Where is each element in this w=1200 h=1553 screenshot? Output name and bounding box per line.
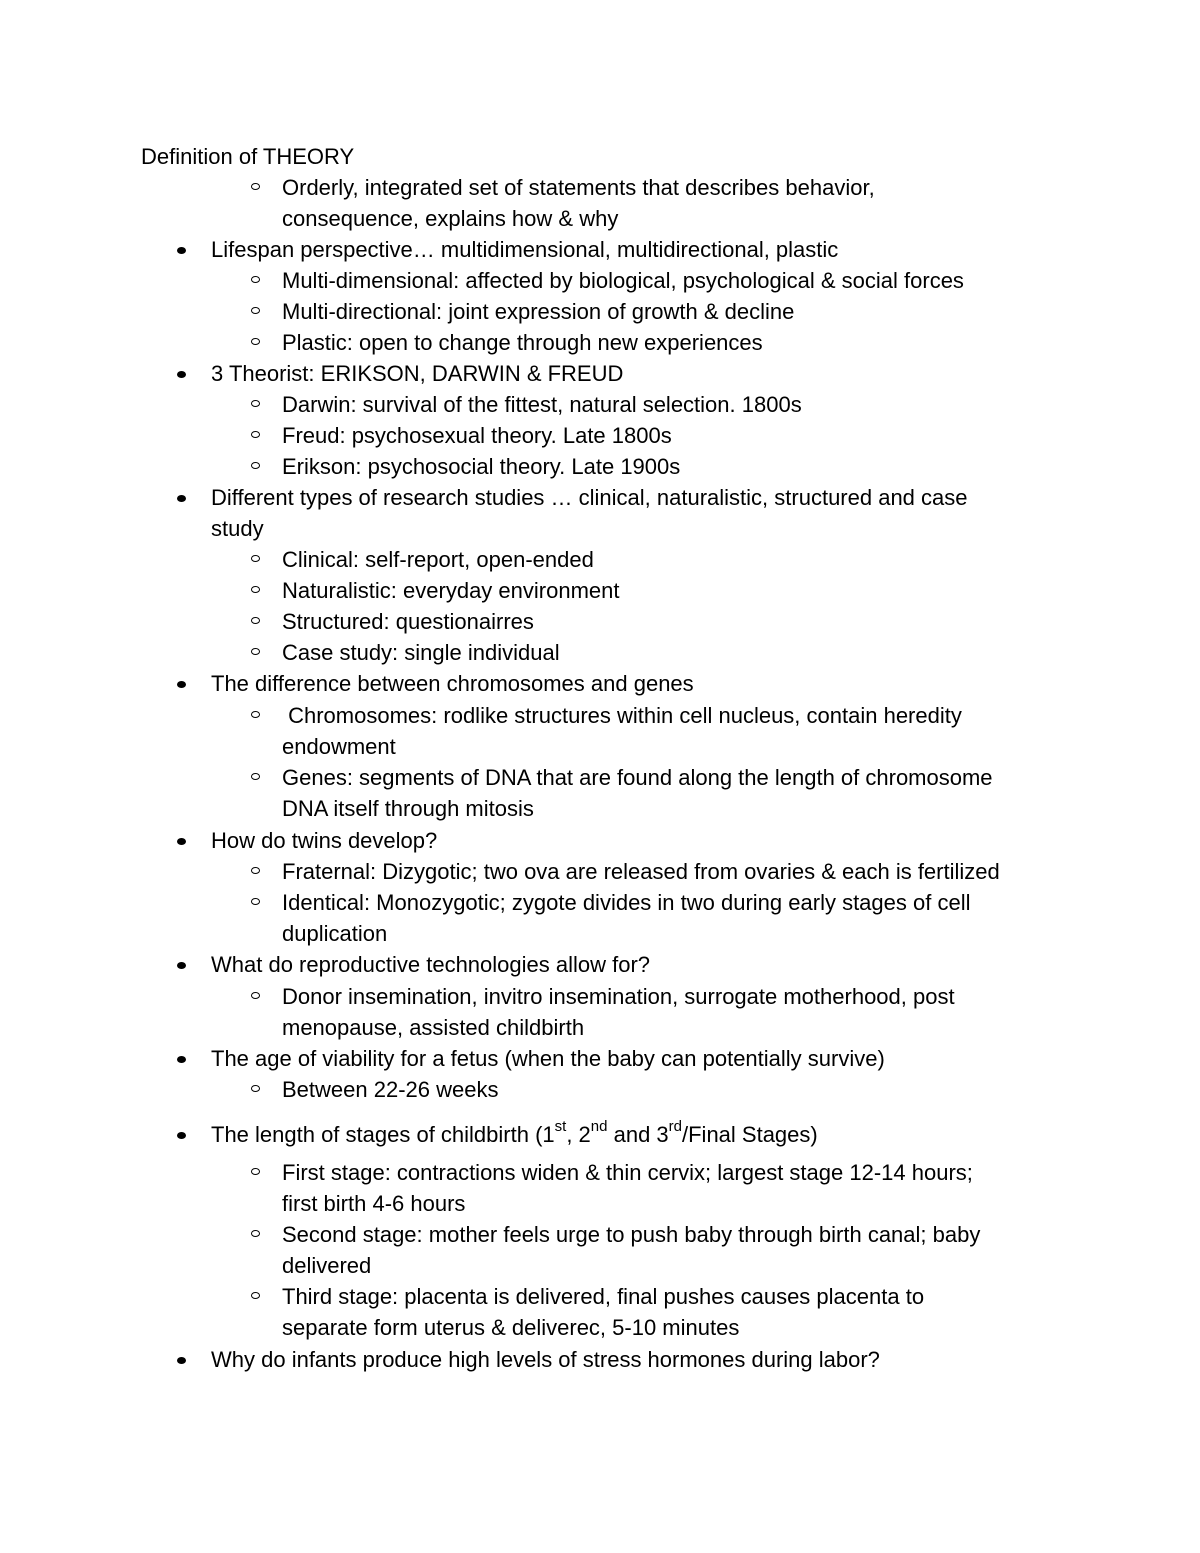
chromosomes-item-line-1: Chromosomes: rodlike structures within cell nucleus, contain heredity: [282, 703, 962, 728]
theory-definition-line-1: Orderly, integrated set of statements that describes behavior,: [282, 175, 875, 200]
filled-bullet-icon: [177, 247, 186, 254]
hollow-bullet-icon: [251, 711, 260, 718]
chromosomes-heading: The difference between chromosomes and genes: [211, 671, 694, 696]
ordinal-superscript: st: [554, 1117, 567, 1135]
hollow-bullet-icon: [251, 1085, 260, 1092]
viability-heading: The age of viability for a fetus (when the baby can potentially survive): [211, 1046, 885, 1071]
filled-bullet-icon: [177, 1357, 186, 1364]
filled-bullet-icon: [177, 371, 186, 378]
hollow-bullet-icon: [251, 1168, 260, 1175]
hollow-bullet-icon: [251, 1230, 260, 1237]
stages-heading-text: The length of stages of childbirth (1: [211, 1122, 555, 1147]
filled-bullet-icon: [177, 1056, 186, 1063]
hollow-bullet-icon: [251, 648, 260, 655]
hollow-bullet-icon: [251, 276, 260, 283]
hollow-bullet-icon: [251, 183, 260, 190]
stage-item-line-2: separate form uterus & deliverec, 5-10 minutes: [282, 1315, 740, 1340]
chromosomes-item-line-2: endowment: [282, 734, 396, 759]
hollow-bullet-icon: [251, 400, 260, 407]
genes-item-line-2: DNA itself through mitosis: [282, 796, 534, 821]
ordinal-superscript: nd: [590, 1117, 608, 1135]
twins-item-line-2: duplication: [282, 921, 388, 946]
research-heading-line-2: study: [211, 516, 264, 541]
twins-item-line-1: Identical: Monozygotic; zygote divides in two during early stages of cell: [282, 890, 971, 915]
theorist-item: Freud: psychosexual theory. Late 1800s: [282, 423, 672, 448]
stage-item-line-1: First stage: contractions widen & thin cervix; largest stage 12-14 hours;: [282, 1160, 973, 1185]
filled-bullet-icon: [177, 962, 186, 969]
research-item: Naturalistic: everyday environment: [282, 578, 620, 603]
stages-heading-text: , 2: [566, 1122, 591, 1147]
lifespan-item: Plastic: open to change through new experiences: [282, 330, 763, 355]
hollow-bullet-icon: [251, 617, 260, 624]
research-item: Structured: questionairres: [282, 609, 534, 634]
theorist-item: Erikson: psychosocial theory. Late 1900s: [282, 454, 681, 479]
lifespan-item: Multi-dimensional: affected by biological, psychological & social forces: [282, 268, 964, 293]
document-title: Definition of THEORY: [141, 144, 355, 169]
filled-bullet-icon: [177, 681, 186, 688]
hollow-bullet-icon: [251, 462, 260, 469]
viability-item: Between 22-26 weeks: [282, 1077, 499, 1102]
hollow-bullet-icon: [251, 555, 260, 562]
stage-item-line-1: Third stage: placenta is delivered, final pushes causes placenta to: [282, 1284, 925, 1309]
ordinal-superscript: rd: [668, 1117, 682, 1135]
hollow-bullet-icon: [251, 586, 260, 593]
filled-bullet-icon: [177, 838, 186, 845]
hollow-bullet-icon: [251, 431, 260, 438]
hollow-bullet-icon: [251, 898, 260, 905]
theorists-heading: 3 Theorist: ERIKSON, DARWIN & FREUD: [211, 361, 624, 386]
twins-item: Fraternal: Dizygotic; two ova are released from ovaries & each is fertilized: [282, 859, 1000, 884]
theorist-item: Darwin: survival of the fittest, natural selection. 1800s: [282, 392, 802, 417]
repro-item-line-1: Donor insemination, invitro insemination, surrogate motherhood, post: [282, 984, 955, 1009]
hollow-bullet-icon: [251, 867, 260, 874]
stage-item-line-2: delivered: [282, 1253, 372, 1278]
filled-bullet-icon: [177, 1132, 186, 1139]
stages-heading-text: and 3: [607, 1122, 669, 1147]
lifespan-heading: Lifespan perspective… multidimensional, multidirectional, plastic: [211, 237, 839, 262]
twins-heading: How do twins develop?: [211, 828, 438, 853]
stress-heading: Why do infants produce high levels of stress hormones during labor?: [211, 1347, 880, 1372]
hollow-bullet-icon: [251, 307, 260, 314]
research-item: Clinical: self-report, open-ended: [282, 547, 594, 572]
theory-definition-line-2: consequence, explains how & why: [282, 206, 619, 231]
filled-bullet-icon: [177, 495, 186, 502]
hollow-bullet-icon: [251, 1292, 260, 1299]
stages-heading-text: /Final Stages): [682, 1122, 818, 1147]
repro-heading: What do reproductive technologies allow for?: [211, 952, 651, 977]
research-heading-line-1: Different types of research studies … clinical, naturalistic, structured and case: [211, 485, 968, 510]
research-item: Case study: single individual: [282, 640, 560, 665]
stage-item-line-1: Second stage: mother feels urge to push baby through birth canal; baby: [282, 1222, 981, 1247]
stage-item-line-2: first birth 4-6 hours: [282, 1191, 466, 1216]
hollow-bullet-icon: [251, 992, 260, 999]
stages-heading: [211, 1119, 818, 1150]
genes-item-line-1: Genes: segments of DNA that are found along the length of chromosome: [282, 765, 993, 790]
repro-item-line-2: menopause, assisted childbirth: [282, 1015, 585, 1040]
lifespan-item: Multi-directional: joint expression of growth & decline: [282, 299, 795, 324]
hollow-bullet-icon: [251, 338, 260, 345]
hollow-bullet-icon: [251, 773, 260, 780]
